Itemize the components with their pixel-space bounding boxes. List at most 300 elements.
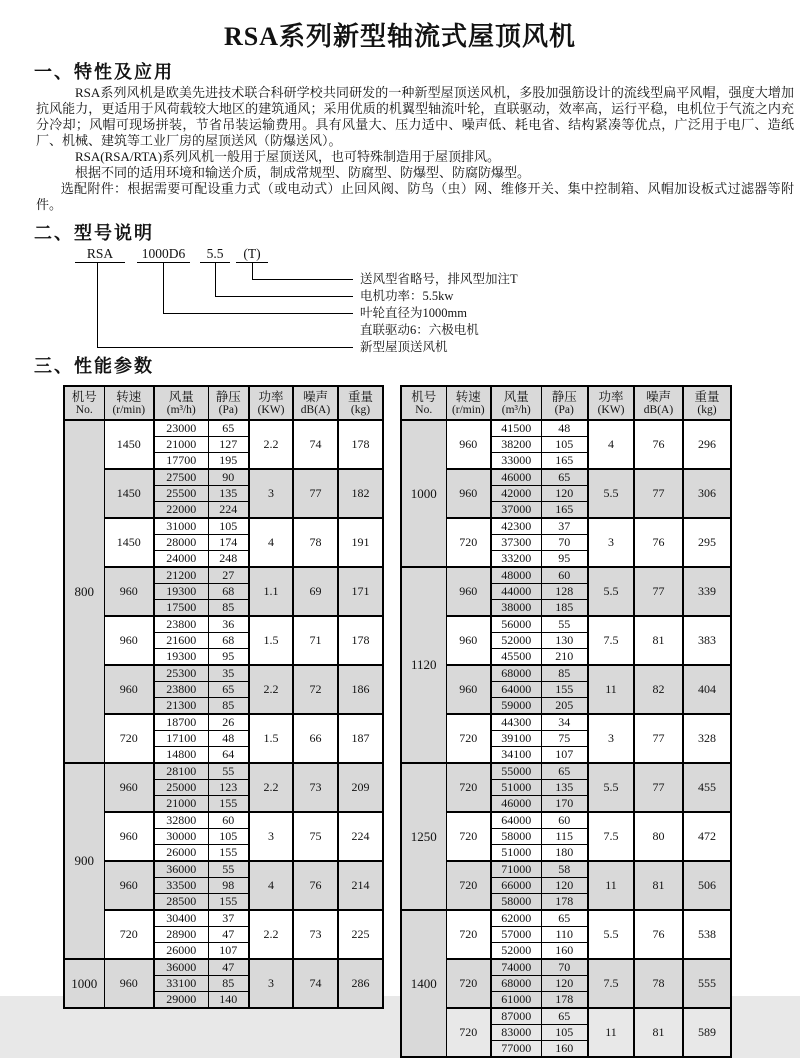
- pressure-cell: 174: [208, 535, 249, 551]
- pressure-cell: 135: [208, 486, 249, 502]
- pressure-cell: 35: [208, 665, 249, 682]
- flow-cell: 66000: [491, 878, 541, 894]
- pressure-cell: 26: [208, 714, 249, 731]
- pressure-cell: 75: [541, 731, 588, 747]
- performance-table: [63, 385, 384, 1009]
- flow-cell: 23800: [154, 682, 208, 698]
- performance-table-right: [400, 385, 732, 1055]
- flow-cell: 32800: [154, 812, 208, 829]
- model-code-part: (T): [236, 245, 268, 263]
- pressure-cell: 37: [208, 910, 249, 927]
- flow-cell: 29000: [154, 992, 208, 1009]
- performance-table: [400, 385, 732, 1058]
- power-cell: 11: [588, 665, 634, 714]
- column-header: 功率 (KW): [249, 386, 293, 420]
- flow-cell: 41500: [491, 420, 541, 437]
- power-cell: 2.2: [249, 763, 293, 812]
- weight-cell: 404: [683, 665, 731, 714]
- column-header: 静压 (Pa): [541, 386, 588, 420]
- paragraph: RSA(RSA/RTA)系列风机一般用于屋顶送风，也可特殊制造用于屋顶排风。: [75, 149, 501, 164]
- pressure-cell: 170: [541, 796, 588, 813]
- pressure-cell: 178: [541, 992, 588, 1009]
- pressure-cell: 37: [541, 518, 588, 535]
- flow-cell: 64000: [491, 682, 541, 698]
- connector-line: [215, 296, 353, 297]
- flow-cell: 25300: [154, 665, 208, 682]
- pressure-cell: 155: [208, 845, 249, 862]
- flow-cell: 28500: [154, 894, 208, 911]
- flow-cell: 44300: [491, 714, 541, 731]
- flow-cell: 45500: [491, 649, 541, 666]
- flow-cell: 19300: [154, 584, 208, 600]
- weight-cell: 455: [683, 763, 731, 812]
- pressure-cell: 105: [208, 518, 249, 535]
- paragraph: RSA系列风机是欧美先进技术联合科研学校共同研发的一种新型屋顶送风机，多股加强筋设计的流线型扁平风帽，强度大增加抗风能力，更适用于风荷载较大地区的建筑通风；采用优质的机翼型轴流叶轮，直联驱动，效率高，运行平稳，电机位于气流之内充分冷却；风帽可现场拼装，节省吊装运输费用。具有风量大、压力适中、噪声低、耗电省、结构紧凑等优点，广泛用于电厂、造纸厂、机械、建筑等工业厂房的屋顶送风（防爆送风）。: [36, 85, 794, 148]
- model-label: 直联驱动6：六极电机: [360, 323, 479, 337]
- flow-cell: 42300: [491, 518, 541, 535]
- flow-cell: 25500: [154, 486, 208, 502]
- column-header: 机号 No.: [401, 386, 446, 420]
- noise-cell: 77: [634, 763, 683, 812]
- speed-cell: 720: [446, 714, 491, 763]
- weight-cell: 178: [338, 616, 383, 665]
- model-code-part: 5.5: [200, 245, 230, 263]
- weight-cell: 214: [338, 861, 383, 910]
- flow-cell: 51000: [491, 845, 541, 862]
- pressure-cell: 55: [208, 763, 249, 780]
- pressure-cell: 47: [208, 959, 249, 976]
- speed-cell: 720: [446, 861, 491, 910]
- noise-cell: 81: [634, 861, 683, 910]
- column-header: 重量 (kg): [338, 386, 383, 420]
- power-cell: 11: [588, 1008, 634, 1057]
- pressure-cell: 48: [541, 420, 588, 437]
- pressure-cell: 85: [541, 665, 588, 682]
- noise-cell: 69: [293, 567, 338, 616]
- pressure-cell: 34: [541, 714, 588, 731]
- paragraph: 根据不同的适用环境和输送介质，制成常规型、防腐型、防爆型、防腐防爆型。: [75, 165, 531, 180]
- flow-cell: 59000: [491, 698, 541, 715]
- flow-cell: 31000: [154, 518, 208, 535]
- flow-cell: 18700: [154, 714, 208, 731]
- pressure-cell: 105: [541, 437, 588, 453]
- speed-cell: 720: [446, 1008, 491, 1057]
- power-cell: 5.5: [588, 763, 634, 812]
- noise-cell: 76: [634, 420, 683, 469]
- flow-cell: 87000: [491, 1008, 541, 1025]
- model-label: 新型屋顶送风机: [360, 340, 448, 354]
- flow-cell: 17100: [154, 731, 208, 747]
- pressure-cell: 65: [541, 910, 588, 927]
- pressure-cell: 27: [208, 567, 249, 584]
- connector-line: [163, 313, 353, 314]
- flow-cell: 52000: [491, 633, 541, 649]
- power-cell: 11: [588, 861, 634, 910]
- flow-cell: 23800: [154, 616, 208, 633]
- noise-cell: 78: [634, 959, 683, 1008]
- noise-cell: 73: [293, 910, 338, 959]
- flow-cell: 19300: [154, 649, 208, 666]
- pressure-cell: 36: [208, 616, 249, 633]
- pressure-cell: 180: [541, 845, 588, 862]
- flow-cell: 68000: [491, 665, 541, 682]
- pressure-cell: 160: [541, 943, 588, 960]
- weight-cell: 186: [338, 665, 383, 714]
- power-cell: 5.5: [588, 567, 634, 616]
- weight-cell: 306: [683, 469, 731, 518]
- machine-no-cell: 800: [64, 420, 104, 763]
- pressure-cell: 128: [541, 584, 588, 600]
- flow-cell: 30400: [154, 910, 208, 927]
- pressure-cell: 68: [208, 633, 249, 649]
- flow-cell: 39100: [491, 731, 541, 747]
- pressure-cell: 65: [208, 420, 249, 437]
- speed-cell: 960: [104, 812, 154, 861]
- flow-cell: 21300: [154, 698, 208, 715]
- speed-cell: 960: [104, 763, 154, 812]
- flow-cell: 71000: [491, 861, 541, 878]
- speed-cell: 720: [104, 714, 154, 763]
- weight-cell: 209: [338, 763, 383, 812]
- flow-cell: 28100: [154, 763, 208, 780]
- pressure-cell: 248: [208, 551, 249, 568]
- flow-cell: 33100: [154, 976, 208, 992]
- weight-cell: 191: [338, 518, 383, 567]
- power-cell: 7.5: [588, 959, 634, 1008]
- pressure-cell: 205: [541, 698, 588, 715]
- model-label: 电机功率：5.5kw: [360, 289, 454, 303]
- pressure-cell: 68: [208, 584, 249, 600]
- flow-cell: 57000: [491, 927, 541, 943]
- pressure-cell: 140: [208, 992, 249, 1009]
- flow-cell: 38000: [491, 600, 541, 617]
- flow-cell: 21200: [154, 567, 208, 584]
- pressure-cell: 95: [541, 551, 588, 568]
- pressure-cell: 55: [208, 861, 249, 878]
- noise-cell: 74: [293, 420, 338, 469]
- flow-cell: 28000: [154, 535, 208, 551]
- pressure-cell: 95: [208, 649, 249, 666]
- flow-cell: 46000: [491, 469, 541, 486]
- noise-cell: 76: [634, 518, 683, 567]
- speed-cell: 960: [446, 420, 491, 469]
- connector-line: [252, 279, 353, 280]
- column-header: 噪声 dB(A): [293, 386, 338, 420]
- power-cell: 7.5: [588, 616, 634, 665]
- machine-no-cell: 1120: [401, 567, 446, 763]
- noise-cell: 72: [293, 665, 338, 714]
- flow-cell: 74000: [491, 959, 541, 976]
- power-cell: 4: [249, 861, 293, 910]
- weight-cell: 383: [683, 616, 731, 665]
- flow-cell: 68000: [491, 976, 541, 992]
- pressure-cell: 70: [541, 959, 588, 976]
- flow-cell: 33500: [154, 878, 208, 894]
- speed-cell: 1450: [104, 420, 154, 469]
- flow-cell: 33000: [491, 453, 541, 470]
- flow-cell: 62000: [491, 910, 541, 927]
- power-cell: 2.2: [249, 420, 293, 469]
- machine-no-cell: 900: [64, 763, 104, 959]
- power-cell: 1.5: [249, 616, 293, 665]
- connector-line: [163, 262, 164, 313]
- flow-cell: 42000: [491, 486, 541, 502]
- speed-cell: 960: [104, 861, 154, 910]
- speed-cell: 960: [446, 567, 491, 616]
- flow-cell: 14800: [154, 747, 208, 764]
- speed-cell: 1450: [104, 469, 154, 518]
- speed-cell: 960: [104, 959, 154, 1008]
- pressure-cell: 160: [541, 1041, 588, 1058]
- pressure-cell: 120: [541, 976, 588, 992]
- power-cell: 1.5: [249, 714, 293, 763]
- flow-cell: 17500: [154, 600, 208, 617]
- weight-cell: 171: [338, 567, 383, 616]
- pressure-cell: 70: [541, 535, 588, 551]
- speed-cell: 960: [446, 616, 491, 665]
- power-cell: 5.5: [588, 469, 634, 518]
- speed-cell: 720: [446, 959, 491, 1008]
- noise-cell: 81: [634, 616, 683, 665]
- power-cell: 4: [588, 420, 634, 469]
- speed-cell: 960: [104, 616, 154, 665]
- machine-no-cell: 1000: [64, 959, 104, 1008]
- flow-cell: 34100: [491, 747, 541, 764]
- speed-cell: 960: [104, 567, 154, 616]
- noise-cell: 71: [293, 616, 338, 665]
- noise-cell: 76: [293, 861, 338, 910]
- power-cell: 2.2: [249, 910, 293, 959]
- flow-cell: 21000: [154, 437, 208, 453]
- noise-cell: 77: [634, 469, 683, 518]
- flow-cell: 33200: [491, 551, 541, 568]
- pressure-cell: 110: [541, 927, 588, 943]
- pressure-cell: 64: [208, 747, 249, 764]
- pressure-cell: 47: [208, 927, 249, 943]
- speed-cell: 960: [446, 665, 491, 714]
- weight-cell: 538: [683, 910, 731, 959]
- column-header: 转速 (r/min): [104, 386, 154, 420]
- speed-cell: 720: [446, 910, 491, 959]
- noise-cell: 75: [293, 812, 338, 861]
- pressure-cell: 85: [208, 698, 249, 715]
- connector-line: [97, 262, 98, 347]
- speed-cell: 1450: [104, 518, 154, 567]
- flow-cell: 38200: [491, 437, 541, 453]
- power-cell: 2.2: [249, 665, 293, 714]
- pressure-cell: 60: [208, 812, 249, 829]
- flow-cell: 64000: [491, 812, 541, 829]
- weight-cell: 589: [683, 1008, 731, 1057]
- pressure-cell: 60: [541, 567, 588, 584]
- pressure-cell: 115: [541, 829, 588, 845]
- connector-line: [215, 262, 216, 296]
- column-header: 重量 (kg): [683, 386, 731, 420]
- pressure-cell: 224: [208, 502, 249, 519]
- noise-cell: 82: [634, 665, 683, 714]
- speed-cell: 720: [446, 518, 491, 567]
- column-header: 转速 (r/min): [446, 386, 491, 420]
- model-code-part: RSA: [75, 245, 125, 263]
- flow-cell: 37000: [491, 502, 541, 519]
- speed-cell: 960: [446, 469, 491, 518]
- machine-no-cell: 1250: [401, 763, 446, 910]
- flow-cell: 56000: [491, 616, 541, 633]
- pressure-cell: 120: [541, 486, 588, 502]
- weight-cell: 296: [683, 420, 731, 469]
- pressure-cell: 155: [208, 894, 249, 911]
- noise-cell: 73: [293, 763, 338, 812]
- pressure-cell: 195: [208, 453, 249, 470]
- machine-no-cell: 1000: [401, 420, 446, 567]
- flow-cell: 21600: [154, 633, 208, 649]
- noise-cell: 77: [634, 567, 683, 616]
- model-label: 送风型省略号，排风型加注T: [360, 272, 518, 286]
- flow-cell: 28900: [154, 927, 208, 943]
- pressure-cell: 60: [541, 812, 588, 829]
- speed-cell: 720: [446, 763, 491, 812]
- section-heading-model: 二、型号说明: [34, 223, 154, 243]
- pressure-cell: 155: [541, 682, 588, 698]
- pressure-cell: 155: [208, 796, 249, 813]
- flow-cell: 17700: [154, 453, 208, 470]
- weight-cell: 286: [338, 959, 383, 1008]
- pressure-cell: 65: [208, 682, 249, 698]
- performance-table-left: [63, 385, 382, 1006]
- power-cell: 7.5: [588, 812, 634, 861]
- flow-cell: 26000: [154, 845, 208, 862]
- connector-line: [97, 347, 353, 348]
- features-paragraphs: [36, 85, 794, 213]
- power-cell: 3: [249, 812, 293, 861]
- flow-cell: 52000: [491, 943, 541, 960]
- paragraph: 选配附件：根据需要可配设重力式（或电动式）止回风阀、防鸟（虫）网、维修开关、集中控制箱、风帽加设板式过滤器等附件。: [36, 181, 794, 212]
- flow-cell: 44000: [491, 584, 541, 600]
- pressure-cell: 98: [208, 878, 249, 894]
- pressure-cell: 65: [541, 469, 588, 486]
- flow-cell: 36000: [154, 861, 208, 878]
- flow-cell: 51000: [491, 780, 541, 796]
- weight-cell: 178: [338, 420, 383, 469]
- pressure-cell: 90: [208, 469, 249, 486]
- weight-cell: 339: [683, 567, 731, 616]
- flow-cell: 55000: [491, 763, 541, 780]
- power-cell: 4: [249, 518, 293, 567]
- power-cell: 3: [588, 714, 634, 763]
- flow-cell: 37300: [491, 535, 541, 551]
- pressure-cell: 48: [208, 731, 249, 747]
- weight-cell: 225: [338, 910, 383, 959]
- pressure-cell: 105: [541, 1025, 588, 1041]
- flow-cell: 24000: [154, 551, 208, 568]
- power-cell: 1.1: [249, 567, 293, 616]
- pressure-cell: 85: [208, 600, 249, 617]
- section-heading-performance: 三、性能参数: [34, 356, 154, 376]
- pressure-cell: 55: [541, 616, 588, 633]
- pressure-cell: 210: [541, 649, 588, 666]
- noise-cell: 74: [293, 959, 338, 1008]
- flow-cell: 48000: [491, 567, 541, 584]
- power-cell: 5.5: [588, 910, 634, 959]
- speed-cell: 960: [104, 665, 154, 714]
- pressure-cell: 58: [541, 861, 588, 878]
- pressure-cell: 120: [541, 878, 588, 894]
- flow-cell: 58000: [491, 894, 541, 911]
- weight-cell: 555: [683, 959, 731, 1008]
- flow-cell: 36000: [154, 959, 208, 976]
- noise-cell: 66: [293, 714, 338, 763]
- power-cell: 3: [249, 469, 293, 518]
- pressure-cell: 107: [208, 943, 249, 960]
- weight-cell: 506: [683, 861, 731, 910]
- machine-no-cell: 1400: [401, 910, 446, 1057]
- flow-cell: 22000: [154, 502, 208, 519]
- pressure-cell: 127: [208, 437, 249, 453]
- weight-cell: 187: [338, 714, 383, 763]
- power-cell: 3: [249, 959, 293, 1008]
- noise-cell: 77: [293, 469, 338, 518]
- noise-cell: 81: [634, 1008, 683, 1057]
- pressure-cell: 165: [541, 453, 588, 470]
- flow-cell: 83000: [491, 1025, 541, 1041]
- noise-cell: 78: [293, 518, 338, 567]
- model-code-diagram: [60, 245, 540, 359]
- column-header: 静压 (Pa): [208, 386, 249, 420]
- pressure-cell: 165: [541, 502, 588, 519]
- pressure-cell: 135: [541, 780, 588, 796]
- flow-cell: 61000: [491, 992, 541, 1009]
- column-header: 噪声 dB(A): [634, 386, 683, 420]
- pressure-cell: 65: [541, 1008, 588, 1025]
- page-title: RSA系列新型轴流式屋顶风机: [223, 22, 576, 51]
- pressure-cell: 65: [541, 763, 588, 780]
- pressure-cell: 107: [541, 747, 588, 764]
- weight-cell: 295: [683, 518, 731, 567]
- flow-cell: 27500: [154, 469, 208, 486]
- pressure-cell: 123: [208, 780, 249, 796]
- flow-cell: 23000: [154, 420, 208, 437]
- flow-cell: 46000: [491, 796, 541, 813]
- section-heading-features: 一、特性及应用: [34, 62, 174, 82]
- power-cell: 3: [588, 518, 634, 567]
- noise-cell: 80: [634, 812, 683, 861]
- pressure-cell: 185: [541, 600, 588, 617]
- flow-cell: 21000: [154, 796, 208, 813]
- speed-cell: 720: [104, 910, 154, 959]
- weight-cell: 472: [683, 812, 731, 861]
- column-header: 风量 (m³/h): [154, 386, 208, 420]
- column-header: 机号 No.: [64, 386, 104, 420]
- pressure-cell: 105: [208, 829, 249, 845]
- flow-cell: 26000: [154, 943, 208, 960]
- pressure-cell: 85: [208, 976, 249, 992]
- flow-cell: 30000: [154, 829, 208, 845]
- noise-cell: 77: [634, 714, 683, 763]
- model-label: 叶轮直径为1000mm: [360, 306, 467, 320]
- model-code-part: 1000D6: [137, 245, 190, 263]
- noise-cell: 76: [634, 910, 683, 959]
- flow-cell: 58000: [491, 829, 541, 845]
- connector-line: [252, 262, 253, 279]
- flow-cell: 25000: [154, 780, 208, 796]
- pressure-cell: 178: [541, 894, 588, 911]
- weight-cell: 182: [338, 469, 383, 518]
- pressure-cell: 130: [541, 633, 588, 649]
- weight-cell: 224: [338, 812, 383, 861]
- column-header: 功率 (KW): [588, 386, 634, 420]
- speed-cell: 720: [446, 812, 491, 861]
- weight-cell: 328: [683, 714, 731, 763]
